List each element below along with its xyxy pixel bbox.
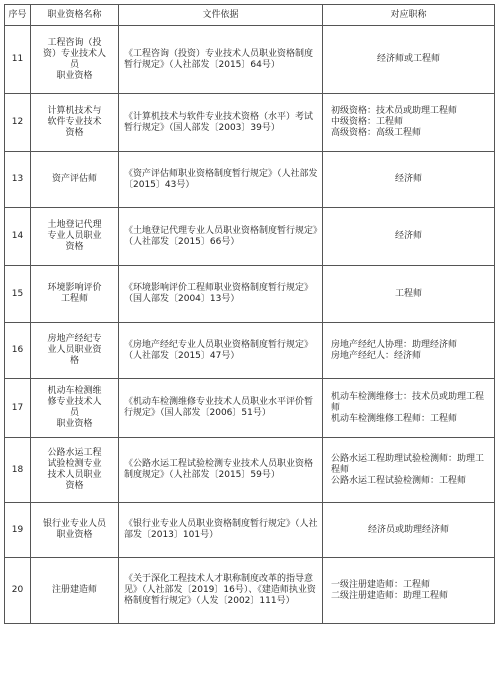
name-line: 员 bbox=[69, 408, 79, 418]
qualification-table-container bbox=[4, 4, 494, 624]
name-line: 修专业技术人 bbox=[47, 397, 102, 407]
row-corresponding-title bbox=[323, 503, 495, 558]
row-corresponding-title bbox=[323, 438, 495, 503]
row-corresponding-title bbox=[323, 26, 495, 94]
name-line: 职业资格 bbox=[56, 419, 93, 429]
name-line: 资产评估师 bbox=[51, 174, 97, 184]
name-line: 工程咨询（投 bbox=[47, 37, 102, 48]
name-line: 资）专业技术人 bbox=[42, 48, 106, 59]
row-document-basis: 《机动车检测维修专业技术人员职业水平评价暂行规定》（国人部发〔2006〕51号） bbox=[119, 379, 323, 438]
row-seq: 19 bbox=[5, 503, 31, 558]
title-line: 经济师 bbox=[394, 174, 422, 184]
table-row bbox=[5, 503, 495, 558]
title-line: 公路水运工程试验检测师：工程师 bbox=[331, 475, 467, 486]
name-line: 员 bbox=[69, 59, 79, 70]
name-line: 职业资格 bbox=[56, 70, 93, 81]
row-qualification-name bbox=[31, 558, 119, 624]
name-line: 注册建造师 bbox=[51, 585, 97, 595]
table-row bbox=[5, 208, 495, 266]
title-line: 经济师 bbox=[394, 231, 422, 241]
row-seq: 15 bbox=[5, 266, 31, 323]
row-qualification-name bbox=[31, 323, 119, 379]
table-row bbox=[5, 438, 495, 503]
header-seq: 序号 bbox=[5, 5, 31, 26]
header-doc: 文件依据 bbox=[119, 5, 323, 26]
title-line: 经济师或工程师 bbox=[376, 54, 440, 64]
row-seq: 11 bbox=[5, 26, 31, 94]
row-qualification-name bbox=[31, 208, 119, 266]
header-name: 职业资格名称 bbox=[31, 5, 119, 26]
title-line: 经济员或助理经济师 bbox=[367, 524, 449, 535]
name-line: 土地登记代理 bbox=[47, 220, 102, 230]
title-line: 房地产经纪人协理：助理经济师 bbox=[331, 339, 458, 350]
row-document-basis: 《公路水运工程试验检测专业技术人员职业资格制度规定》（人社部发〔2015〕59号） bbox=[119, 438, 323, 503]
row-seq: 18 bbox=[5, 438, 31, 503]
name-line: 资格 bbox=[65, 242, 84, 252]
table-header-row bbox=[5, 5, 495, 26]
row-corresponding-title bbox=[323, 323, 495, 379]
table-row bbox=[5, 266, 495, 323]
row-qualification-name bbox=[31, 94, 119, 152]
row-qualification-name bbox=[31, 26, 119, 94]
header-title: 对应职称 bbox=[323, 5, 495, 26]
table-row bbox=[5, 94, 495, 152]
table-row bbox=[5, 379, 495, 438]
title-line: 高级资格：高级工程师 bbox=[331, 128, 422, 138]
name-line: 计算机技术与 bbox=[47, 106, 102, 116]
name-line: 环境影响评价 bbox=[47, 283, 102, 293]
row-document-basis: 《环境影响评价工程师职业资格制度暂行规定》（国人部发〔2004〕13号） bbox=[119, 266, 323, 323]
row-corresponding-title bbox=[323, 152, 495, 208]
name-line: 软件专业技术 bbox=[47, 117, 102, 127]
row-qualification-name bbox=[31, 438, 119, 503]
row-document-basis: 《资产评估师职业资格制度暂行规定》（人社部发〔2015〕43号） bbox=[119, 152, 323, 208]
row-corresponding-title bbox=[323, 379, 495, 438]
row-qualification-name bbox=[31, 503, 119, 558]
name-line: 银行业专业人员 bbox=[42, 519, 106, 529]
title-line: 工程师 bbox=[394, 288, 422, 299]
name-line: 工程师 bbox=[60, 294, 88, 304]
title-line: 机动车检测维修士：技术员或助理工程师 bbox=[331, 391, 485, 413]
table-row bbox=[5, 26, 495, 94]
row-corresponding-title bbox=[323, 94, 495, 152]
title-line: 一级注册建造师：工程师 bbox=[331, 579, 431, 590]
row-seq: 17 bbox=[5, 379, 31, 438]
name-line: 专业人员职业 bbox=[47, 231, 102, 241]
title-line: 房地产经纪人：经济师 bbox=[331, 350, 422, 361]
row-document-basis: 《房地产经纪专业人员职业资格制度暂行规定》（人社部发〔2015〕47号） bbox=[119, 323, 323, 379]
qualification-table bbox=[4, 4, 495, 624]
row-document-basis: 《关于深化工程技术人才职称制度改革的指导意见》（人社部发〔2019〕16号）、《建造师执业资格制度暂行规定》（人发〔2002〕111号） bbox=[119, 558, 323, 624]
title-line: 初级资格：技术员或助理工程师 bbox=[331, 106, 458, 116]
table-row bbox=[5, 152, 495, 208]
title-line: 中级资格：工程师 bbox=[331, 117, 404, 127]
row-seq: 12 bbox=[5, 94, 31, 152]
row-qualification-name bbox=[31, 266, 119, 323]
name-line: 技术人员职业 bbox=[47, 470, 102, 480]
name-line: 职业资格 bbox=[56, 530, 93, 540]
row-corresponding-title bbox=[323, 208, 495, 266]
row-seq: 13 bbox=[5, 152, 31, 208]
name-line: 资格 bbox=[65, 128, 84, 138]
row-document-basis: 《工程咨询（投资）专业技术人员职业资格制度暂行规定》（人社部发〔2015〕64号） bbox=[119, 26, 323, 94]
name-line: 资格 bbox=[65, 481, 84, 491]
title-line: 机动车检测维修工程师：工程师 bbox=[331, 413, 458, 424]
row-document-basis: 《银行业专业人员职业资格制度暂行规定》（人社部发〔2013〕101号） bbox=[119, 503, 323, 558]
table-row bbox=[5, 323, 495, 379]
name-line: 试验检测专业 bbox=[47, 459, 102, 469]
row-corresponding-title bbox=[323, 266, 495, 323]
row-qualification-name bbox=[31, 152, 119, 208]
name-line: 公路水运工程 bbox=[47, 448, 102, 458]
name-line: 格 bbox=[69, 356, 79, 366]
title-line: 二级注册建造师：助理工程师 bbox=[331, 590, 449, 601]
row-qualification-name bbox=[31, 379, 119, 438]
table-row bbox=[5, 558, 495, 624]
name-line: 机动车检测维 bbox=[47, 386, 102, 396]
row-seq: 16 bbox=[5, 323, 31, 379]
title-line: 公路水运工程助理试验检测师：助理工程师 bbox=[331, 453, 485, 475]
row-corresponding-title bbox=[323, 558, 495, 624]
row-seq: 14 bbox=[5, 208, 31, 266]
row-document-basis: 《土地登记代理专业人员职业资格制度暂行规定》（人社部发〔2015〕66号） bbox=[119, 208, 323, 266]
name-line: 业人员职业资 bbox=[47, 345, 102, 355]
row-document-basis: 《计算机技术与软件专业技术资格（水平）考试暂行规定》（国人部发〔2003〕39号） bbox=[119, 94, 323, 152]
name-line: 房地产经纪专 bbox=[47, 334, 102, 344]
row-seq: 20 bbox=[5, 558, 31, 624]
